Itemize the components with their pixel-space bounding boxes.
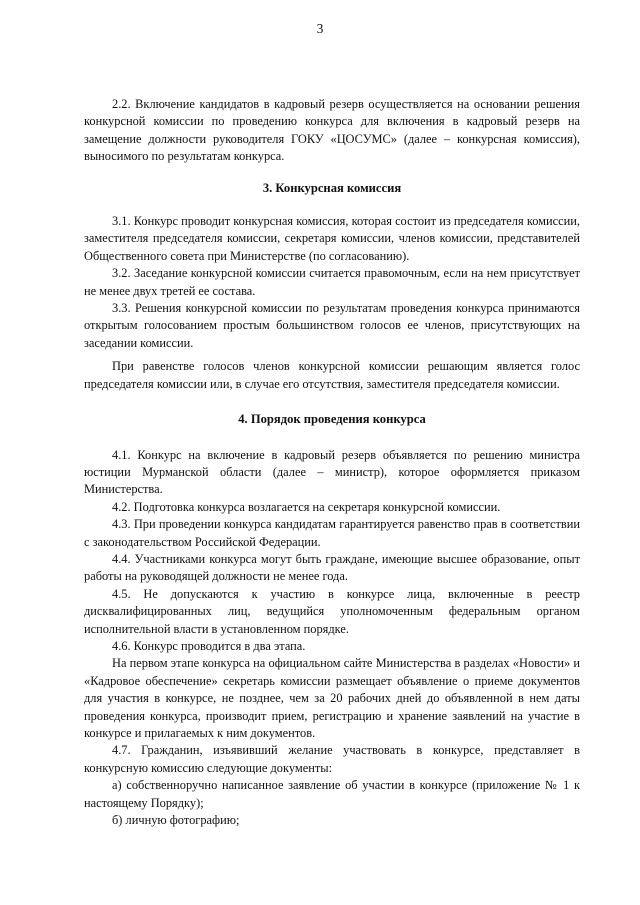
paragraph-3-2: 3.2. Заседание конкурсной комиссии считается правомочным, если на нем присутствует не менее двух третей ее состава. <box>84 266 580 298</box>
paragraph-4-4: 4.4. Участниками конкурса могут быть граждане, имеющие высшее образование, опыт работы на руководящей должности не менее года. <box>84 551 580 584</box>
section-3-heading: 3. Конкурсная комиссия <box>262 180 402 195</box>
paragraph-4-5: 4.5. Не допускаются к участию в конкурсе лица, включенные в реестр дисквалифицированных лиц, ведущийся уполномоченным федеральным органом исполнительной власти в установленном порядке. <box>84 586 580 636</box>
paragraph-3-1: 3.1. Конкурс проводит конкурсная комиссия, которая состоит из председателя комиссии, заместителя председателя комиссии, секретаря комиссии, членов комиссии, представителей Общественного совета при Министерстве (по согласованию). <box>84 214 580 263</box>
paragraph-4-7: 4.7. Гражданин, изъявивший желание участвовать в конкурсе, представляет в конкурсную комиссию следующие документы: <box>84 743 580 775</box>
paragraph-3-tie-vote: При равенстве голосов членов конкурсной комиссии решающим является голос председателя комиссии или, в случае его отсутствия, заместителя председателя комиссии. <box>84 359 580 391</box>
paragraph-4-3: 4.3. При проведении конкурса кандидатам гарантируется равенство прав в соответствии с законодательством Российской Федерации. <box>84 517 580 549</box>
paragraph-4-7-b: б) личную фотографию; <box>112 813 240 828</box>
section-4-heading: 4. Порядок проведения конкурса <box>238 412 426 427</box>
paragraph-3-3: 3.3. Решения конкурсной комиссии по результатам проведения конкурса принимаются открытым голосованием простым большинством голосов ее членов, присутствующих на заседании комиссии. <box>84 301 580 350</box>
paragraph-4-6: 4.6. Конкурс проводится в два этапа. <box>112 638 306 653</box>
paragraph-4-2: 4.2. Подготовка конкурса возлагается на секретаря конкурсной комиссии. <box>112 499 501 514</box>
paragraph-4-1: 4.1. Конкурс на включение в кадровый резерв объявляется по решению министра юстиции Мурманской области (далее – министр), которое оформляется приказом Министерства. <box>84 447 580 497</box>
paragraph-4-7-a: а) собственноручно написанное заявление об участии в конкурсе (приложение № 1 к настоящему Порядку); <box>84 778 580 810</box>
paragraph-2-2: 2.2. Включение кандидатов в кадровый резерв осуществляется на основании решения конкурсной комиссии по проведению конкурса для включения в кадровый резерв на замещение должности руководителя ГОКУ «ЦОСУМС» (далее – конкурсная комиссия), выносимого по результатам конкурса. <box>84 97 580 164</box>
document-body <box>84 96 580 829</box>
paragraph-4-6-first-stage: На первом этапе конкурса на официальном сайте Министерства в разделах «Новости» и «Кадровое обеспечение» секретарь комиссии размещает объявление о приеме документов для участия в конкурсе, не позднее, чем за 20 рабочих дней до объявленной в нем даты проведения конкурса, производит прием, регистрацию и хранение заявлений на участие в конкурсе и прилагаемых к ним документов. <box>84 656 580 740</box>
page-number: 3 <box>316 21 324 36</box>
